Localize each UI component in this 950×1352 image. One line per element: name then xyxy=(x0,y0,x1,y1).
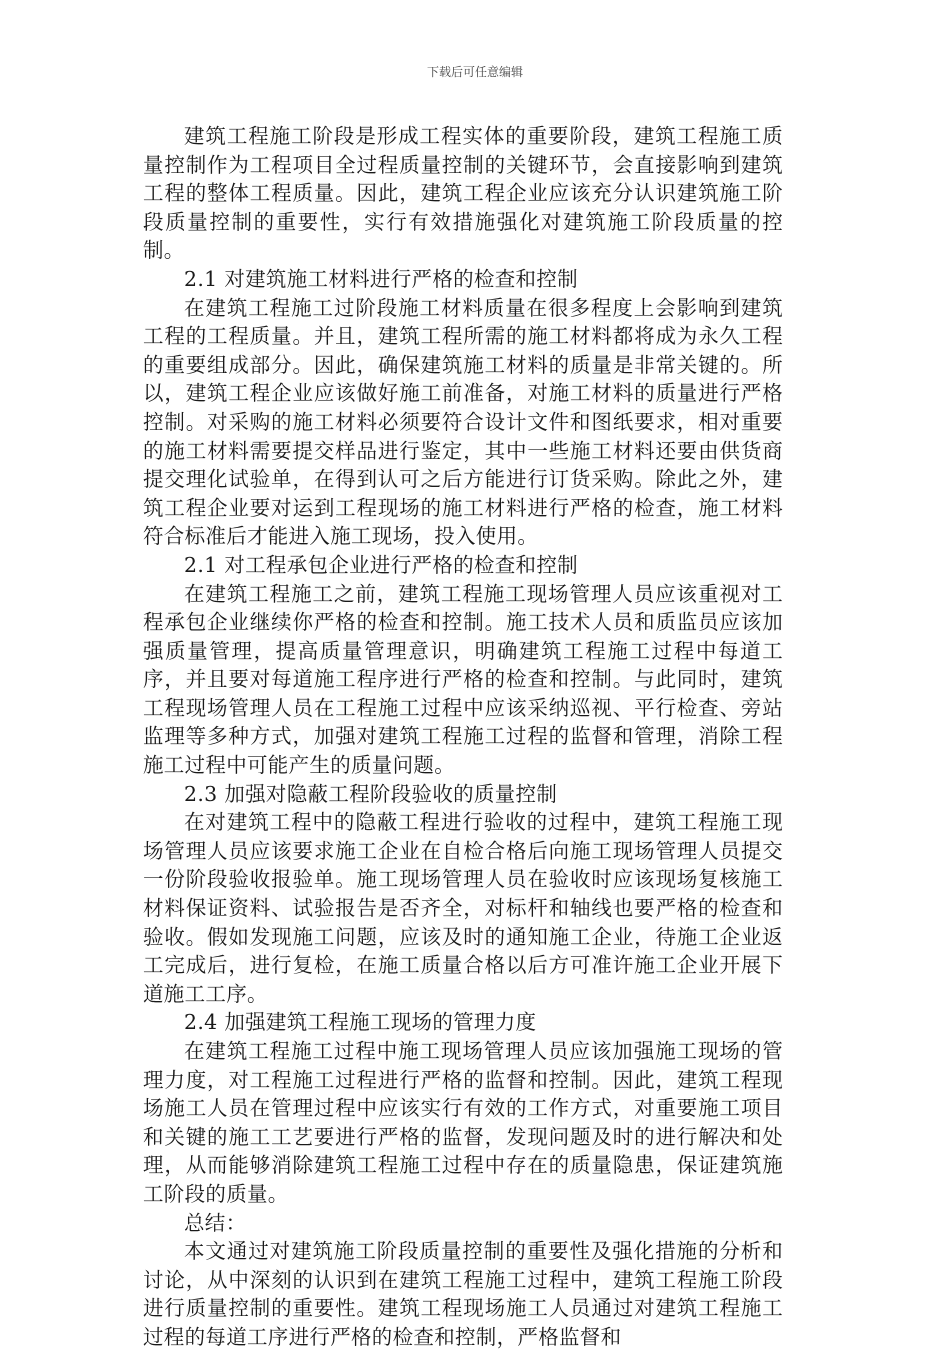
section-heading-2-3-concealed-works: 2.3 加强对隐蔽工程阶段验收的质量控制 xyxy=(184,781,558,806)
section-heading-2-4-site-management: 2.4 加强建筑工程施工现场的管理力度 xyxy=(184,1010,537,1035)
section-heading-2-1-materials: 2.1 对建筑施工材料进行严格的检查和控制 xyxy=(184,266,578,291)
section-heading-2-1-contractors: 2.1 对工程承包企业进行严格的检查和控制 xyxy=(184,552,578,577)
paragraph-intro: 建筑工程施工阶段是形成工程实体的重要阶段，建筑工程施工质量控制作为工程项目全过程质量控制的关键环节，会直接影响到建筑工程的整体工程质量。因此，建筑工程企业应该充分认识建筑施工阶段质量控制的重要性，实行有效措施强化对建筑施工阶段质量的控制。 xyxy=(143,124,783,263)
paragraph-site-management: 在建筑工程施工过程中施工现场管理人员应该加强施工现场的管理力度，对工程施工过程进行严格的监督和控制。因此，建筑工程现场施工人员在管理过程中应该实行有效的工作方式，对重要施工项目和关键的施工工艺要进行严格的监督，发现问题及时的进行解决和处理，从而能够消除建筑工程施工过程中存在的质量隐患，保证建筑施工阶段的质量。 xyxy=(143,1039,783,1206)
paragraph-contractors: 在建筑工程施工之前，建筑工程施工现场管理人员应该重视对工程承包企业继续你严格的检查和控制。施工技术人员和质监员应该加强质量管理，提高质量管理意识，明确建筑工程施工过程中每道工序，并且要对每道施工程序进行严格的检查和控制。与此同时，建筑工程现场管理人员在工程施工过程中应该采纳巡视、平行检查、旁站监理等多种方式，加强对建筑工程施工过程的监督和管理，消除工程施工过程中可能产生的质量问题。 xyxy=(143,581,783,778)
paragraph-summary: 本文通过对建筑施工阶段质量控制的重要性及强化措施的分析和讨论，从中深刻的认识到在建筑工程施工过程中，建筑工程施工阶段进行质量控制的重要性。建筑工程现场施工人员通过对建筑工程施工过程的每道工序进行严格的检查和控制，严格监督和 xyxy=(143,1239,783,1349)
paragraph-concealed-works: 在对建筑工程中的隐蔽工程进行验收的过程中，建筑工程施工现场管理人员应该要求施工企业在自检合格后向施工现场管理人员提交一份阶段验收报验单。施工现场管理人员在验收时应该现场复核施工材料保证资料、试验报告是否齐全，对标杆和轴线也要严格的检查和验收。假如发现施工问题，应该及时的通知施工企业，待施工企业返工完成后，进行复检，在施工质量合格以后方可准许施工企业开展下道施工工序。 xyxy=(143,810,783,1006)
page-header-note: 下载后可任意编辑 xyxy=(426,65,523,79)
paragraph-materials: 在建筑工程施工过阶段施工材料质量在很多程度上会影响到建筑工程的工程质量。并且，建筑工程所需的施工材料都将成为永久工程的重要组成部分。因此，确保建筑施工材料的质量是非常关键的。所以，建筑工程企业应该做好施工前准备，对施工材料的质量进行严格控制。对采购的施工材料必须要符合设计文件和图纸要求，相对重要的施工材料需要提交样品进行鉴定，其中一些施工材料还要由供货商提交理化试验单，在得到认可之后方能进行订货采购。除此之外，建筑工程企业要对运到工程现场的施工材料进行严格的检查，施工材料符合标准后才能进入施工现场，投入使用。 xyxy=(143,295,783,549)
document-body xyxy=(143,122,783,1352)
section-heading-summary: 总结： xyxy=(184,1210,247,1235)
